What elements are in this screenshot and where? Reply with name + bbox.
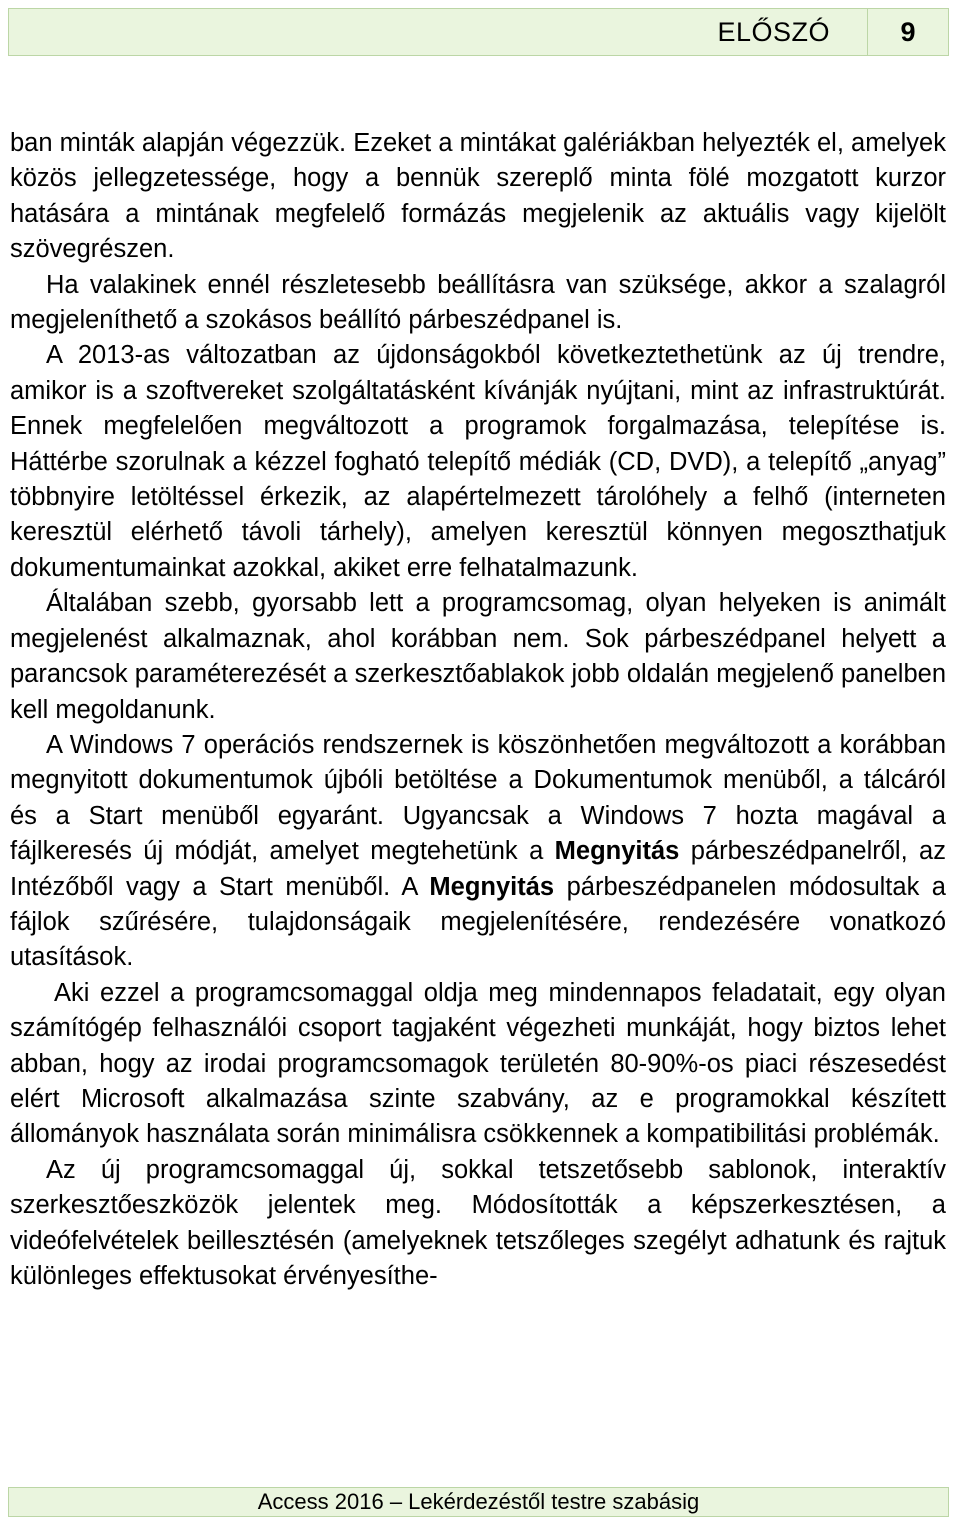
paragraph-5-text-1: A Windows 7 operációs rendszernek is köszönhetően megváltozott a korábban megnyitott dokumentumok újbóli betöltése a Dokumentumok menüből, a tálcáról és a Start menüből egyaránt. Ugyancsak a Windows 7 hozta magával a fájlkeresés új módját, amelyet megtehetünk a bbox=[10, 730, 946, 866]
paragraph-7: Az új programcsomaggal új, sokkal tetszetősebb sablonok, interaktív szerkesztőeszközök jelentek meg. Módosították a képszerkesztésen, a videófelvételek beillesztésén (amelyeknek tetszőleges szegélyt adhatunk és rajtuk különleges effektusokat érvényesíthe- bbox=[10, 1155, 946, 1290]
paragraph-5 bbox=[10, 728, 946, 976]
ui-term-megnyitas: Megnyitás bbox=[554, 837, 680, 866]
ui-term-megnyitas-2: Megnyitás bbox=[429, 872, 555, 901]
page-footer: Access 2016 – Lekérdezéstől testre szabásig bbox=[8, 1487, 949, 1517]
body-text bbox=[10, 126, 946, 1294]
chapter-title: ELŐSZÓ bbox=[717, 17, 830, 47]
paragraph-5-text-2: párbeszédpanelről, az Intézőből vagy a Start menüből. A bbox=[10, 837, 946, 901]
paragraph-1: ban minták alapján végezzük. Ezeket a mintákat galériákban helyezték el, amelyek közös jellegzetessége, hogy a bennük szereplő minta fölé mozgatott kurzor hatására a mintának megfelelő formázás megjelenik az aktuális vagy kijelölt szövegrészen. bbox=[10, 129, 946, 264]
paragraph-5-text-3: párbeszédpanelen módosultak a fájlok szűrésére, tulajdonságaik megjelenítésére, rendezésére vonatkozó utasítások. bbox=[10, 872, 946, 972]
paragraph-4: Általában szebb, gyorsabb lett a programcsomag, olyan helyeken is animált megjelenést alkalmaznak, ahol korábban nem. Sok párbeszédpanel helyett a parancsok paraméterezését a szerkesztőablakok jobb oldalán megjelenő panelben kell megoldanunk. bbox=[10, 589, 946, 724]
paragraph-3: A 2013-as változatban az újdonságokból következtethetünk az új trendre, amikor is a szoftvereket szolgáltatásként kívánják nyújtani, mint az infrastruktúrát. Ennek megfelelően megváltozott a programok forgalmazása, telepítése is. Háttérbe szorulnak a kézzel fogható telepítő médiák (CD, DVD), a telepítő „anyag” többnyire letöltéssel érkezik, az alapértelmezett tárolóhely a felhő (interneten keresztül elérhető távoli tárhely), amelyen keresztül könnyen megoszthatjuk dokumentumainkat azokkal, akiket erre felhatalmazunk. bbox=[10, 341, 946, 582]
paragraph-2: Ha valakinek ennél részletesebb beállításra van szüksége, akkor a szalagról megjeleníthető a szokásos beállító párbeszédpanel is. bbox=[10, 270, 946, 335]
paragraph-6: Aki ezzel a programcsomaggal oldja meg mindennapos feladatait, egy olyan számítógép felhasználói csoport tagjaként végezheti munkáját, hogy biztos lehet abban, hogy az irodai programcsomagok területén 80-90%-os piaci részesedést elért Microsoft alkalmazása szinte szabvány, az e programokkal készített állományok használata során minimálisra csökkennek a kompatibilitási problémák. bbox=[10, 978, 946, 1149]
page-number: 9 bbox=[900, 17, 916, 47]
page-header bbox=[8, 8, 949, 56]
